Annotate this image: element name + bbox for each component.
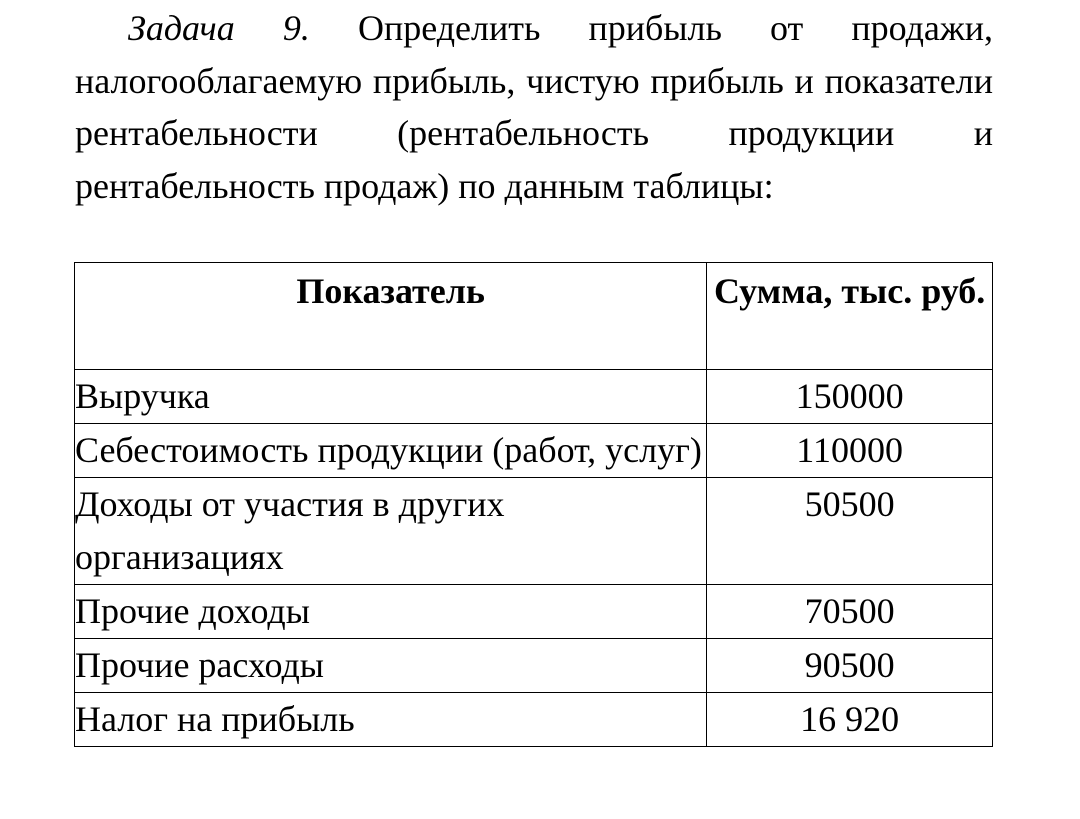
row-amount: 70500 — [707, 585, 993, 639]
table-row — [75, 478, 993, 585]
header-amount: Сумма, тыс. руб. — [707, 263, 993, 370]
table-row — [75, 639, 993, 693]
row-indicator: Прочие доходы — [75, 585, 707, 639]
row-indicator: Выручка — [75, 370, 707, 424]
task-text: Определить прибыль от продажи, налогооблагаемую прибыль, чистую прибыль и показатели рентабельности (рентабельность продукции и рентабельность продаж) по данным таблицы: — [75, 8, 994, 206]
row-indicator: Налог на прибыль — [75, 693, 707, 747]
task-statement — [75, 2, 993, 212]
header-indicator: Показатель — [75, 263, 707, 370]
table-row — [75, 585, 993, 639]
row-amount: 90500 — [707, 639, 993, 693]
row-indicator: Прочие расходы — [75, 639, 707, 693]
task-label: Задача 9. — [128, 8, 310, 48]
row-amount: 150000 — [707, 370, 993, 424]
table-row — [75, 370, 993, 424]
data-table — [74, 262, 993, 747]
table-row — [75, 693, 993, 747]
row-amount: 50500 — [707, 478, 993, 585]
row-amount: 16 920 — [707, 693, 993, 747]
table-header-row — [75, 263, 993, 370]
row-amount: 110000 — [707, 424, 993, 478]
row-indicator: Себестоимость продукции (работ, услуг) — [75, 424, 707, 478]
table-row — [75, 424, 993, 478]
row-indicator: Доходы от участия в других организациях — [75, 478, 707, 585]
